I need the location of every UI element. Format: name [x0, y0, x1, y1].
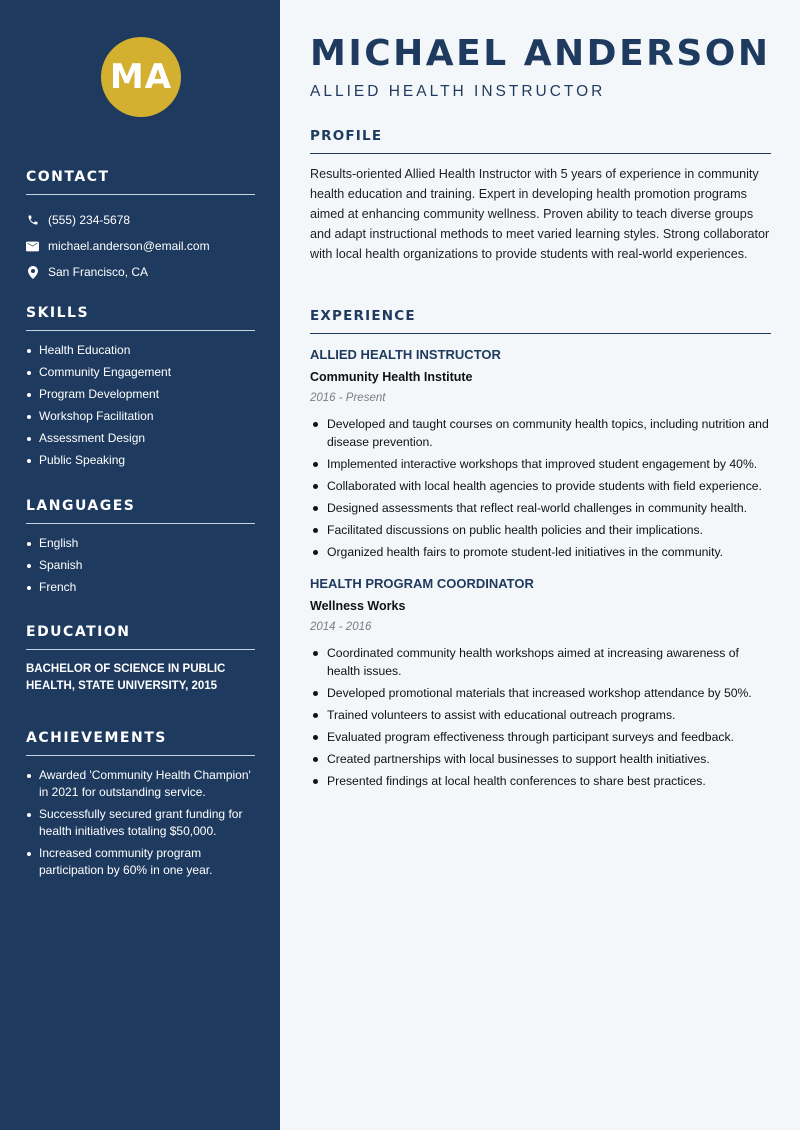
list-item: Awarded 'Community Health Champion' in 2021 for outstanding service. — [26, 767, 255, 801]
job-entry — [310, 346, 771, 561]
sidebar — [0, 0, 280, 1130]
achievements-list — [26, 767, 255, 879]
list-item: Designed assessments that reflect real-world challenges in community health. — [310, 499, 771, 517]
list-item: Implemented interactive workshops that improved student engagement by 40%. — [310, 455, 771, 473]
contact-email[interactable] — [26, 233, 255, 259]
list-item: Collaborated with local health agencies to provide students with field experience. — [310, 477, 771, 495]
list-item: Public Speaking — [26, 452, 255, 469]
job-bullets — [310, 415, 771, 561]
list-item: Workshop Facilitation — [26, 408, 255, 425]
phone-text: (555) 234-5678 — [48, 213, 131, 227]
list-item: Increased community program participation by 60% in one year. — [26, 845, 255, 879]
job-entry — [310, 575, 771, 790]
divider — [26, 330, 255, 331]
divider — [310, 333, 771, 334]
divider — [26, 755, 255, 756]
list-item: Evaluated program effectiveness through participant surveys and feedback. — [310, 728, 771, 746]
profile-text: Results-oriented Allied Health Instructor with 5 years of experience in community health education and training. Expert in developing health promotion programs aimed at enhancing community wellness. Proven ability to teach diverse groups and adapt instructional methods to meet varied learning styles. Strong collaborator with local health organizations to provide students with real-world experiences. — [310, 167, 770, 261]
list-item: Created partnerships with local businesses to support health initiatives. — [310, 750, 771, 768]
divider — [310, 153, 771, 154]
job-dates: 2014 - 2016 — [310, 621, 372, 633]
job-dates: 2016 - Present — [310, 392, 386, 404]
education-degree: BACHELOR OF SCIENCE IN PUBLIC HEALTH, STATE UNIVERSITY, 2015 — [26, 663, 226, 692]
job-title: ALLIED HEALTH INSTRUCTOR — [310, 347, 501, 362]
list-item: Developed promotional materials that increased workshop attendance by 50%. — [310, 684, 771, 702]
skills-list — [26, 342, 255, 469]
location-pin-icon — [26, 266, 39, 279]
skills-heading: SKILLS — [26, 305, 90, 321]
languages-list — [26, 535, 255, 596]
list-item: English — [26, 535, 255, 552]
list-item: Facilitated discussions on public health policies and their implications. — [310, 521, 771, 539]
list-item: Coordinated community health workshops aimed at increasing awareness of health issues. — [310, 644, 771, 680]
page-title: MICHAEL ANDERSON — [310, 33, 771, 74]
list-item: Successfully secured grant funding for health initiatives totaling $50,000. — [26, 806, 255, 840]
list-item: Presented findings at local health conferences to share best practices. — [310, 772, 771, 790]
skills-section — [26, 304, 255, 474]
list-item: Developed and taught courses on community health topics, including nutrition and disease prevention. — [310, 415, 771, 451]
avatar: MA — [101, 37, 181, 117]
languages-section — [26, 497, 255, 601]
job-company: Wellness Works — [310, 599, 406, 613]
email-text: michael.anderson@email.com — [48, 239, 210, 253]
profile-heading: PROFILE — [310, 128, 383, 144]
location-text: San Francisco, CA — [48, 265, 149, 279]
education-heading: EDUCATION — [26, 624, 131, 640]
achievements-heading: ACHIEVEMENTS — [26, 730, 167, 746]
experience-section — [310, 307, 771, 794]
job-title-subtitle: ALLIED HEALTH INSTRUCTOR — [310, 83, 606, 100]
languages-heading: LANGUAGES — [26, 498, 136, 514]
contact-location — [26, 259, 255, 285]
list-item: Community Engagement — [26, 364, 255, 381]
contact-section — [26, 168, 255, 285]
contact-heading: CONTACT — [26, 169, 110, 185]
divider — [26, 194, 255, 195]
list-item: French — [26, 579, 255, 596]
list-item: Organized health fairs to promote student-led initiatives in the community. — [310, 543, 771, 561]
contact-phone[interactable] — [26, 207, 255, 233]
phone-icon — [26, 214, 39, 227]
divider — [26, 523, 255, 524]
achievements-section — [26, 729, 255, 884]
list-item: Program Development — [26, 386, 255, 403]
contact-list — [26, 207, 255, 285]
experience-heading: EXPERIENCE — [310, 308, 416, 324]
education-section — [26, 623, 255, 695]
email-icon — [26, 240, 39, 253]
profile-section — [310, 127, 771, 264]
list-item: Health Education — [26, 342, 255, 359]
job-company: Community Health Institute — [310, 370, 473, 384]
job-title: HEALTH PROGRAM COORDINATOR — [310, 576, 534, 591]
list-item: Trained volunteers to assist with educational outreach programs. — [310, 706, 771, 724]
list-item: Spanish — [26, 557, 255, 574]
list-item: Assessment Design — [26, 430, 255, 447]
divider — [26, 649, 255, 650]
job-bullets — [310, 644, 771, 790]
